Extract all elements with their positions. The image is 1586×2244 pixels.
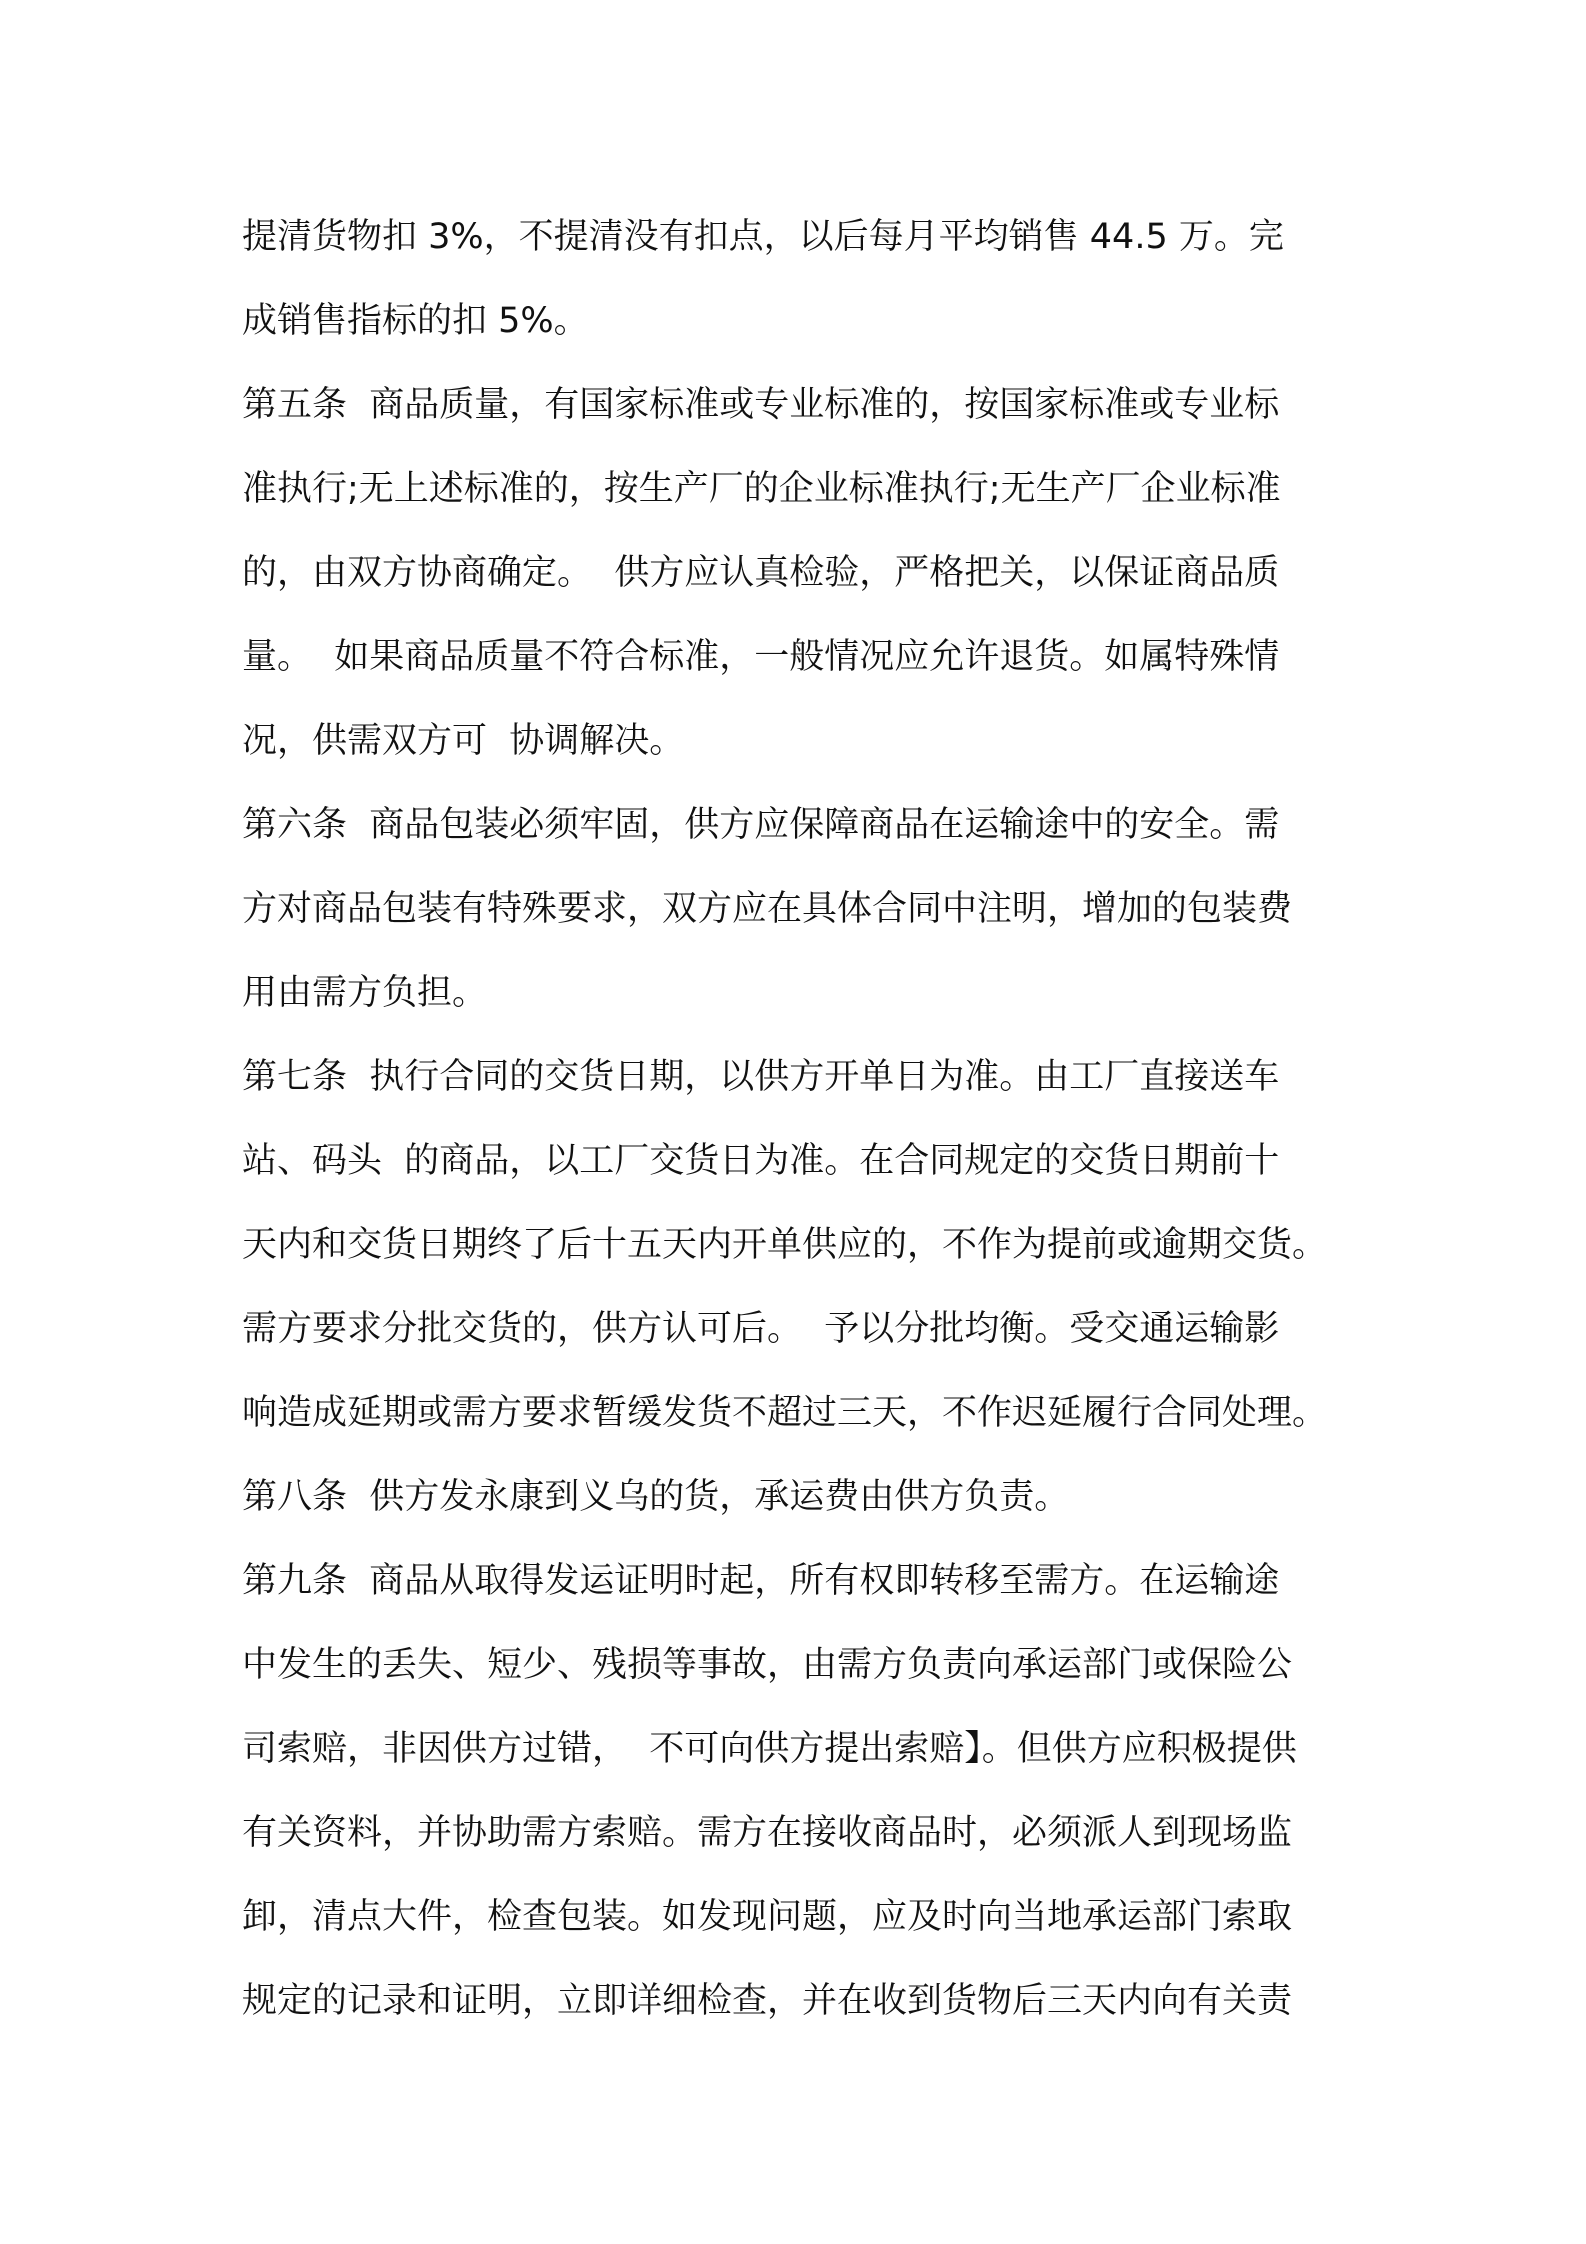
text-line: 第九条 商品从取得发运证明时起，所有权即转移至需方。在运输途 bbox=[242, 1561, 1280, 1601]
text-line: 用由需方负担。 bbox=[242, 973, 488, 1013]
text-line: 的，由双方协商确定。 供方应认真检验，严格把关，以保证商品质 bbox=[242, 553, 1280, 593]
text-line: 第六条 商品包装必须牢固，供方应保障商品在运输途中的安全。需 bbox=[242, 805, 1280, 845]
text-line: 响造成延期或需方要求暂缓发货不超过三天，不作迟延履行合同处理。 bbox=[242, 1393, 1328, 1433]
text-line: 有关资料，并协助需方索赔。需方在接收商品时，必须派人到现场监 bbox=[242, 1813, 1293, 1853]
text-line: 第七条 执行合同的交货日期，以供方开单日为准。由工厂直接送车 bbox=[242, 1057, 1280, 1097]
text-line: 准执行;无上述标准的，按生产厂的企业标准执行;无生产厂企业标准 bbox=[242, 469, 1281, 509]
text-line: 第八条 供方发永康到义乌的货，承运费由供方负责。 bbox=[242, 1477, 1070, 1517]
text-line: 况，供需双方可 协调解决。 bbox=[242, 721, 685, 761]
text-line: 卸，清点大件，检查包装。如发现问题，应及时向当地承运部门索取 bbox=[242, 1897, 1293, 1937]
text-line: 第五条 商品质量，有国家标准或专业标准的，按国家标准或专业标 bbox=[242, 385, 1280, 425]
text-line: 成销售指标的扣 5%。 bbox=[242, 301, 589, 341]
text-line: 需方要求分批交货的，供方认可后。 予以分批均衡。受交通运输影 bbox=[242, 1309, 1280, 1349]
text-line: 方对商品包装有特殊要求，双方应在具体合同中注明，增加的包装费 bbox=[242, 889, 1293, 929]
text-line: 中发生的丢失、短少、残损等事故，由需方负责向承运部门或保险公 bbox=[242, 1645, 1293, 1685]
text-line: 规定的记录和证明，立即详细检查，并在收到货物后三天内向有关责 bbox=[242, 1981, 1293, 2021]
text-line: 司索赔，非因供方过错， 不可向供方提出索赔】。但供方应积极提供 bbox=[242, 1729, 1297, 1769]
text-line: 天内和交货日期终了后十五天内开单供应的，不作为提前或逾期交货。 bbox=[242, 1225, 1328, 1265]
text-line: 站、码头 的商品，以工厂交货日为准。在合同规定的交货日期前十 bbox=[242, 1141, 1280, 1181]
text-line: 量。 如果商品质量不符合标准，一般情况应允许退货。如属特殊情 bbox=[242, 637, 1280, 677]
text-line: 提清货物扣 3%，不提清没有扣点，以后每月平均销售 44.5 万。完 bbox=[242, 217, 1284, 257]
document-body bbox=[242, 195, 1372, 2043]
